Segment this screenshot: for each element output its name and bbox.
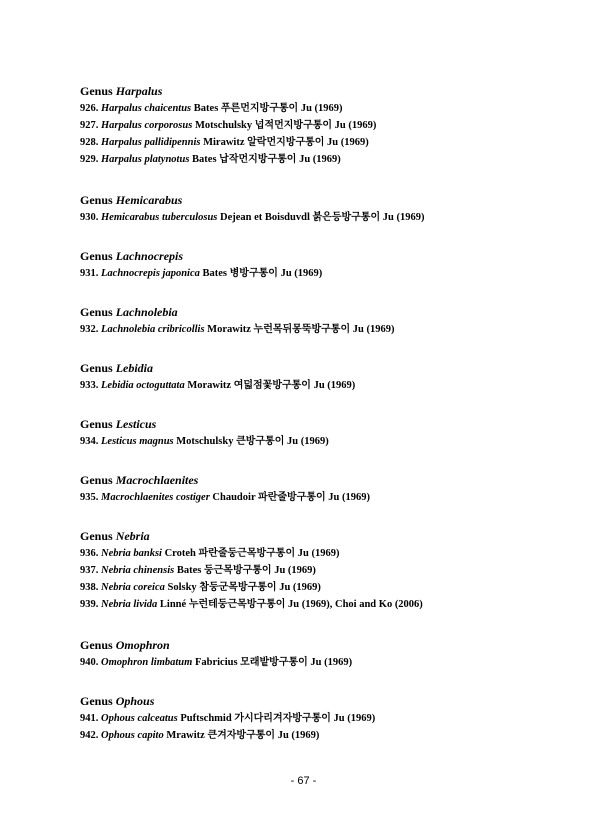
entry-number: 937. <box>80 565 99 576</box>
author: Croteh <box>164 548 196 559</box>
genus-section-hemicarabus <box>80 193 590 224</box>
species-entry <box>80 581 590 594</box>
korean-name: 붉은등방구통이 <box>312 212 381 223</box>
reference: Ju (1969) <box>287 436 329 447</box>
reference: Ju (1969) <box>299 154 341 165</box>
genus-section-nebria <box>80 529 590 611</box>
genus-section-ophous <box>80 694 590 742</box>
genus-name: Omophron <box>115 638 170 652</box>
entry-number: 927. <box>80 120 99 131</box>
species-entry <box>80 598 590 611</box>
author: Puftschmid <box>180 713 232 724</box>
species-entry <box>80 656 590 669</box>
korean-name: 파란줄둥근목방구통이 <box>198 548 296 559</box>
genus-section-omophron <box>80 638 590 669</box>
scientific-name: Nebria chinensis <box>101 565 175 576</box>
reference: Ju (1969) <box>279 582 321 593</box>
author: Linné <box>159 599 187 610</box>
entry-number: 933. <box>80 380 99 391</box>
reference: Ju (1969) <box>280 268 323 279</box>
korean-name: 큰방구통이 <box>236 436 285 447</box>
genus-heading <box>80 193 590 207</box>
scientific-name: Hemicarabus tuberculosus <box>101 212 218 223</box>
genus-section-lachnolebia <box>80 305 590 336</box>
korean-name: 병방구통이 <box>229 268 278 279</box>
author: Motschulsky <box>176 436 234 447</box>
reference: Ju (1969) <box>310 657 353 668</box>
genus-heading <box>80 84 590 98</box>
species-entry <box>80 102 590 115</box>
entry-number: 931. <box>80 268 99 279</box>
species-entry <box>80 564 590 577</box>
scientific-name: Nebria banksi <box>101 548 162 559</box>
genus-name: Nebria <box>115 529 150 543</box>
genus-label: Genus <box>80 529 113 543</box>
species-entry <box>80 712 590 725</box>
genus-name: Harpalus <box>115 84 163 98</box>
korean-name: 누런목뒤몽뚝방구통이 <box>253 324 351 335</box>
author: Bates <box>193 103 219 114</box>
author: Morawitz <box>187 380 232 391</box>
species-entry <box>80 136 590 149</box>
scientific-name: Nebria coreica <box>101 582 165 593</box>
genus-heading <box>80 694 590 708</box>
genus-label: Genus <box>80 638 113 652</box>
genus-heading <box>80 361 590 375</box>
genus-label: Genus <box>80 361 113 375</box>
korean-name: 누런테둥근목방구통이 <box>188 599 286 610</box>
species-entry <box>80 211 590 224</box>
genus-label: Genus <box>80 249 113 263</box>
scientific-name: Harpalus chaicentus <box>101 103 192 114</box>
species-entry <box>80 153 590 166</box>
korean-name: 큰겨자방구통이 <box>207 730 276 741</box>
author: Mrawitz <box>166 730 205 741</box>
reference: Ju (1969) <box>333 713 376 724</box>
species-entry <box>80 729 590 742</box>
korean-name: 넙적먼지방구통이 <box>254 120 333 131</box>
genus-name: Lebidia <box>115 361 154 375</box>
entry-number: 942. <box>80 730 99 741</box>
korean-name: 참둥군목방구통이 <box>199 582 277 593</box>
species-entry <box>80 119 590 132</box>
author: Dejean et Boisduvdl <box>220 212 310 223</box>
genus-section-lesticus <box>80 417 590 448</box>
genus-heading <box>80 305 590 319</box>
scientific-name: Harpalus platynotus <box>101 154 190 165</box>
genus-name: Lachnolebia <box>115 305 178 319</box>
reference: Ju (1969) <box>327 137 369 148</box>
reference: Ju (1969) <box>274 565 316 576</box>
entry-number: 938. <box>80 582 99 593</box>
entry-number: 929. <box>80 154 99 165</box>
korean-name: 둥근목방구통이 <box>203 565 272 576</box>
scientific-name: Lebidia octoguttata <box>101 380 185 391</box>
genus-section-lachnocrepis <box>80 249 590 280</box>
genus-heading <box>80 638 590 652</box>
author: Solsky <box>167 582 197 593</box>
genus-heading <box>80 529 590 543</box>
genus-section-harpalus <box>80 84 590 166</box>
species-entry <box>80 491 590 504</box>
scientific-name: Omophron limbatum <box>101 657 193 668</box>
author: Bates <box>202 268 227 279</box>
scientific-name: Harpalus corporosus <box>101 120 193 131</box>
author: Fabricius <box>194 657 238 668</box>
genus-label: Genus <box>80 305 113 319</box>
genus-heading <box>80 473 590 487</box>
scientific-name: Lachnocrepis japonica <box>101 268 200 279</box>
author: Bates <box>192 154 217 165</box>
entry-number: 940. <box>80 657 99 668</box>
species-entry <box>80 267 590 280</box>
genus-name: Hemicarabus <box>115 193 183 207</box>
genus-name: Macrochlaenites <box>115 473 199 487</box>
genus-heading <box>80 417 590 431</box>
author: Chaudoir <box>212 492 256 503</box>
page-number: - 67 - <box>290 775 317 787</box>
genus-label: Genus <box>80 694 113 708</box>
scientific-name: Nebria livida <box>101 599 158 610</box>
entry-number: 935. <box>80 492 99 503</box>
korean-name: 모래밭방구통이 <box>240 657 308 668</box>
genus-heading <box>80 249 590 263</box>
reference: Ju (1969) <box>313 380 356 391</box>
genus-name: Lachnocrepis <box>115 249 184 263</box>
scientific-name: Harpalus pallidipennis <box>101 137 201 148</box>
genus-label: Genus <box>80 84 113 98</box>
species-entry <box>80 547 590 560</box>
entry-number: 934. <box>80 436 99 447</box>
genus-label: Genus <box>80 473 113 487</box>
korean-name: 알락먼지방구통이 <box>247 137 325 148</box>
genus-label: Genus <box>80 417 113 431</box>
genus-section-macrochlaenites <box>80 473 590 504</box>
scientific-name: Ophous capito <box>101 730 164 741</box>
author: Morawitz <box>207 324 251 335</box>
genus-label: Genus <box>80 193 113 207</box>
entry-number: 930. <box>80 212 99 223</box>
reference: Ju (1969) <box>352 324 395 335</box>
reference: Ju (1969) <box>334 120 377 131</box>
reference: Ju (1969) <box>277 730 320 741</box>
author: Motschulsky <box>194 120 253 131</box>
species-entry <box>80 435 590 448</box>
scientific-name: Lachnolebia cribricollis <box>101 324 205 335</box>
reference: Ju (1969) <box>300 103 343 114</box>
reference: Ju (1969) <box>382 212 425 223</box>
entry-number: 932. <box>80 324 99 335</box>
entry-number: 928. <box>80 137 99 148</box>
reference: Ju (1969) <box>328 492 371 503</box>
entry-number: 939. <box>80 599 99 610</box>
species-entry <box>80 379 590 392</box>
author: Bates <box>176 565 202 576</box>
entry-number: 936. <box>80 548 99 559</box>
genus-section-lebidia <box>80 361 590 392</box>
species-entry <box>80 323 590 336</box>
scientific-name: Ophous calceatus <box>101 713 178 724</box>
scientific-name: Lesticus magnus <box>101 436 174 447</box>
author: Mirawitz <box>203 137 245 148</box>
genus-name: Ophous <box>115 694 155 708</box>
korean-name: 파란줄방구통이 <box>258 492 326 503</box>
genus-name: Lesticus <box>115 417 157 431</box>
korean-name: 여덟점꽃방구통이 <box>233 380 311 391</box>
korean-name: 푸른먼지방구통이 <box>220 103 299 114</box>
entry-number: 926. <box>80 103 99 114</box>
reference: Ju (1969) <box>297 548 340 559</box>
scientific-name: Macrochlaenites costiger <box>101 492 210 503</box>
korean-name: 납작먼지방구통이 <box>219 154 297 165</box>
entry-number: 941. <box>80 713 99 724</box>
korean-name: 가시다리겨자방구통이 <box>234 713 331 724</box>
reference: Ju (1969), Choi and Ko (2006) <box>288 599 423 610</box>
